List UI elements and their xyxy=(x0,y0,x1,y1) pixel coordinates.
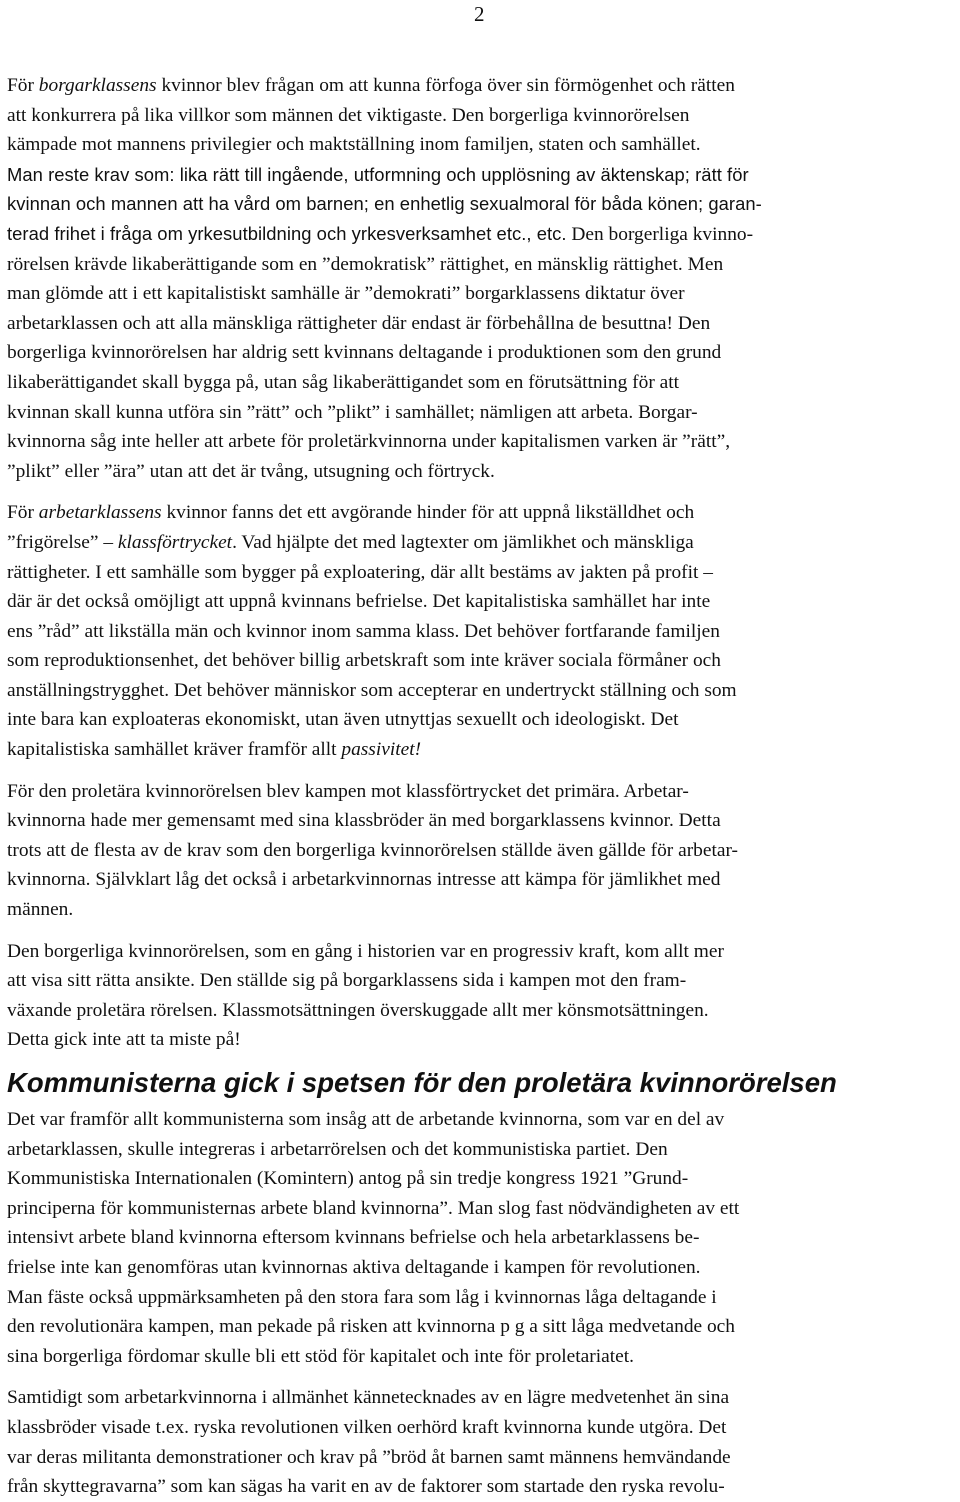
paragraph-5 xyxy=(7,1105,959,1371)
text-line: ens ”råd” att likställa män och kvinnor inom samma klass. Det behöver fortfarande familjen xyxy=(7,620,720,642)
text-line: Samtidigt som arbetarkvinnorna i allmänhet kännetecknades av en lägre medvetenhet än sina xyxy=(7,1387,730,1409)
text-line: arbetarklassen och att alla mänskliga rättigheter där endast är förbehållna de besuttna! Den xyxy=(7,312,711,334)
text-line: Man fäste också uppmärksamheten på den stora fara som låg i kvinnornas låga deltagande i xyxy=(7,1286,717,1308)
text-line: frielse inte kan genomföras utan kvinnornas aktiva deltagande i kampen för revolutionen. xyxy=(7,1256,701,1278)
text-line: sina borgerliga fördomar skulle bli ett stöd för kapitalet och inte för proletariatet. xyxy=(7,1345,634,1367)
text-line: terad frihet i fråga om yrkesutbildning och yrkesverksamhet etc., etc. Den borgerliga kvinno- xyxy=(7,222,754,245)
text-line: För arbetarklassens kvinnor fanns det ett avgörande hinder för att uppnå likställdhet och xyxy=(7,502,695,524)
text-line: man glömde att i ett kapitalistiskt samhälle är ”demokrati” borgarklassens diktatur över xyxy=(7,283,685,305)
text-line: Kommunistiska Internationalen (Komintern) antog på sin tredje kongress 1921 ”Grund- xyxy=(7,1168,689,1190)
text-line: anställningstrygghet. Det behöver människor som accepterar en undertryckt ställning och som xyxy=(7,679,737,701)
page-number: 2 xyxy=(474,2,485,26)
document-body xyxy=(7,71,959,1502)
text-line: från skyttegravarna” som kan sägas ha varit en av de faktorer som startade den ryska revolu- xyxy=(7,1476,725,1498)
section-heading: Kommunisterna gick i spetsen för den proletära kvinnorörelsen xyxy=(7,1067,837,1098)
text-line: rörelsen krävde likaberättigande som en ”demokratisk” rättighet, en mänsklig rättighet. Men xyxy=(7,253,724,275)
text-line: trots att de flesta av de krav som den borgerliga kvinnorörelsen ställde även gällde för arbetar- xyxy=(7,839,738,861)
text-line: att konkurrera på lika villkor som männen det viktigaste. Den borgerliga kvinnorörelsen xyxy=(7,104,690,126)
text-line: där är det också omöjligt att uppnå kvinnans befrielse. Det kapitalistiska samhället har inte xyxy=(7,591,711,613)
text-line: Det var framför allt kommunisterna som insåg att de arbetande kvinnorna, som var en del av xyxy=(7,1109,725,1130)
text-line: den revolutionära kampen, man pekade på risken att kvinnorna p g a sitt låga medvetande och xyxy=(7,1316,735,1338)
text-line: som reproduktionsenhet, det behöver billig arbetskraft som inte kräver sociala förmåner och xyxy=(7,650,721,672)
text-line: männen. xyxy=(7,899,74,921)
text-line: ”plikt” eller ”ära” utan att det är tvång, utsugning och förtryck. xyxy=(7,460,495,482)
text-line: kämpade mot mannens privilegier och maktställning inom familjen, staten och samhället. xyxy=(7,134,701,156)
paragraph-2 xyxy=(7,498,959,764)
text-line: kvinnan skall kunna utföra sin ”rätt” och ”plikt” i samhället; nämligen att arbeta. Borgar- xyxy=(7,401,698,423)
text-line: intensivt arbete bland kvinnorna eftersom kvinnans befrielse och hela arbetarklassens be- xyxy=(7,1227,700,1249)
paragraph-3 xyxy=(7,777,959,925)
text-line: ”frigörelse” – klassförtrycket. Vad hjälpte det med lagtexter om jämlikhet och mänskliga xyxy=(7,531,694,553)
text-line: likaberättigandet skall bygga på, utan såg likaberättigandet som en förutsättning för att xyxy=(7,371,680,393)
text-line: kvinnorna. Självklart låg det också i arbetarkvinnornas intresse att kämpa för jämlikhet med xyxy=(7,869,721,891)
text-line: klassbröder visade t.ex. ryska revolutionen vilken oerhörd kraft kvinnorna kunde utgöra. Det xyxy=(7,1416,727,1438)
text-line: att visa sitt rätta ansikte. Den ställde sig på borgarklassens sida i kampen mot den fram- xyxy=(7,970,687,992)
text-line: inte bara kan exploateras ekonomiskt, utan även utnyttjas sexuellt och ideologiskt. Det xyxy=(7,709,679,731)
text-line: principerna för kommunisternas arbete bland kvinnorna”. Man slog fast nödvändigheten av ett xyxy=(7,1197,740,1219)
text-line: arbetarklassen, skulle integreras i arbetarrörelsen och det kommunistiska partiet. Den xyxy=(7,1138,668,1160)
text-line: För borgarklassens kvinnor blev frågan om att kunna förfoga över sin förmögenhet och rätten xyxy=(7,75,735,96)
text-line: borgerliga kvinnorörelsen har aldrig sett kvinnans deltagande i produktionen som den grund xyxy=(7,342,722,364)
paragraph-1 xyxy=(7,71,959,486)
text-line: kvinnorna såg inte heller att arbete för proletärkvinnorna under kapitalismen varken är ”rätt”, xyxy=(7,431,731,453)
paragraph-4 xyxy=(7,937,959,1055)
text-line: kapitalistiska samhället kräver framför allt passivitet! xyxy=(7,739,422,761)
text-line: kvinnorna hade mer gemensamt med sina klassbröder än med borgarklassens kvinnor. Detta xyxy=(7,810,721,832)
text-line: var deras militanta demonstrationer och krav på ”bröd åt barnen samt männens hemvändande xyxy=(7,1446,731,1468)
text-line: rättigheter. I ett samhälle som bygger på exploatering, där allt bestäms av jakten på profit – xyxy=(7,561,713,583)
text-line: Detta gick inte att ta miste på! xyxy=(7,1029,241,1051)
paragraph-6 xyxy=(7,1383,959,1501)
text-line: kvinnan och mannen att ha vård om barnen; en enhetlig sexualmoral för båda könen; garan- xyxy=(7,193,762,215)
text-line: För den proletära kvinnorörelsen blev kampen mot klassförtrycket det primära. Arbetar- xyxy=(7,780,689,802)
text-line: Man reste krav som: lika rätt till ingående, utformning och upplösning av äktenskap; rätt för xyxy=(7,163,749,185)
text-line: Den borgerliga kvinnorörelsen, som en gång i historien var en progressiv kraft, kom allt mer xyxy=(7,940,724,962)
text-line: växande proletära rörelsen. Klassmotsättningen överskuggade allt mer könsmotsättningen. xyxy=(7,999,709,1021)
